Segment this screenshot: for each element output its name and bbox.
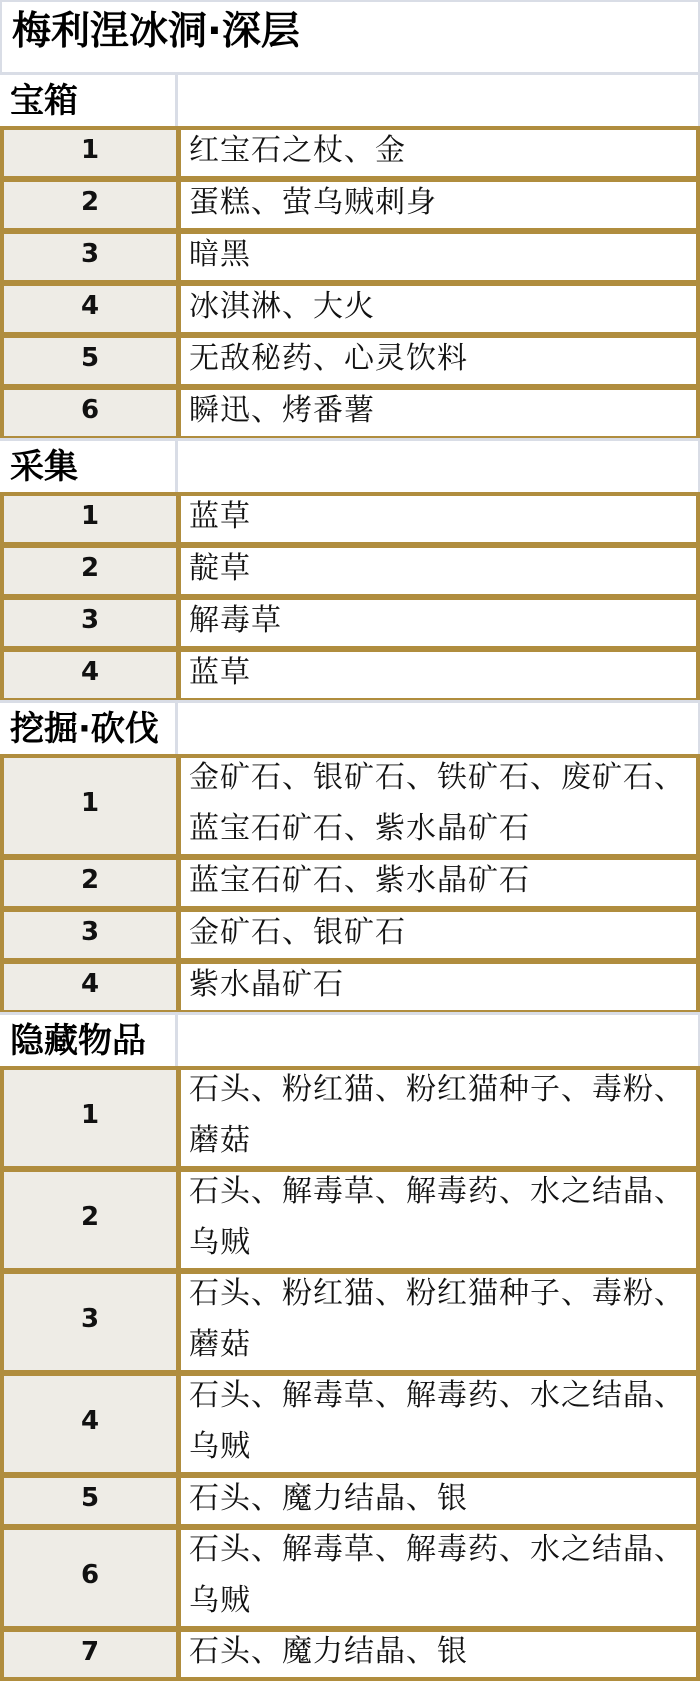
row-number: 4 <box>4 1376 176 1472</box>
table-row <box>0 282 700 336</box>
table-row <box>0 1628 700 1681</box>
row-number: 2 <box>4 1172 176 1268</box>
table-row <box>0 386 700 440</box>
table-row <box>0 1474 700 1528</box>
row-number: 4 <box>4 286 176 332</box>
section-title: 隐藏物品 <box>0 1015 178 1066</box>
row-items: 靛草 <box>181 548 696 594</box>
row-number: 3 <box>4 1274 176 1370</box>
row-number: 3 <box>4 234 176 280</box>
table-row <box>0 960 700 1014</box>
table-row <box>0 1168 700 1272</box>
row-number: 4 <box>4 964 176 1010</box>
table-row <box>0 596 700 650</box>
table-row <box>0 334 700 388</box>
row-number: 6 <box>4 390 176 436</box>
section-title: 宝箱 <box>0 75 178 126</box>
row-items: 金矿石、银矿石 <box>181 912 696 958</box>
row-items: 冰淇淋、大火 <box>181 286 696 332</box>
row-items: 暗黑 <box>181 234 696 280</box>
table-row <box>0 856 700 910</box>
table-row <box>0 1270 700 1374</box>
row-number: 5 <box>4 1478 176 1524</box>
table-row <box>0 754 700 858</box>
table-row <box>0 230 700 284</box>
row-items: 紫水晶矿石 <box>181 964 696 1010</box>
table-row <box>0 544 700 598</box>
row-items: 无敌秘药、心灵饮料 <box>181 338 696 384</box>
table-row <box>0 1372 700 1476</box>
row-items: 解毒草 <box>181 600 696 646</box>
row-number: 4 <box>4 652 176 698</box>
row-number: 7 <box>4 1632 176 1677</box>
row-number: 6 <box>4 1530 176 1626</box>
title-row <box>0 0 700 74</box>
row-number: 2 <box>4 860 176 906</box>
row-items: 蓝草 <box>181 652 696 698</box>
table-row <box>0 1066 700 1170</box>
section-title: 采集 <box>0 441 178 492</box>
row-items: 石头、粉红猫、粉红猫种子、毒粉、蘑菇 <box>181 1274 696 1370</box>
section-header-mining <box>0 700 700 754</box>
row-items: 金矿石、银矿石、铁矿石、废矿石、蓝宝石矿石、紫水晶矿石 <box>181 758 696 854</box>
row-number: 1 <box>4 1070 176 1166</box>
row-items: 石头、粉红猫、粉红猫种子、毒粉、蘑菇 <box>181 1070 696 1166</box>
row-number: 5 <box>4 338 176 384</box>
row-items: 蓝宝石矿石、紫水晶矿石 <box>181 860 696 906</box>
row-items: 石头、解毒草、解毒药、水之结晶、乌贼 <box>181 1172 696 1268</box>
row-items: 石头、魔力结晶、银 <box>181 1478 696 1524</box>
row-number: 3 <box>4 600 176 646</box>
section-header-blank <box>178 441 700 492</box>
row-items: 红宝石之杖、金 <box>181 130 696 176</box>
row-items: 瞬迅、烤番薯 <box>181 390 696 436</box>
section-header-blank <box>178 75 700 126</box>
section-header-hidden <box>0 1012 700 1066</box>
row-number: 2 <box>4 182 176 228</box>
row-number: 1 <box>4 496 176 542</box>
table-row <box>0 492 700 546</box>
page-title: 梅利涅冰洞·深层 <box>12 9 300 54</box>
table-row <box>0 1526 700 1630</box>
row-number: 2 <box>4 548 176 594</box>
row-number: 1 <box>4 758 176 854</box>
section-header-treasure <box>0 72 700 126</box>
row-items: 蓝草 <box>181 496 696 542</box>
row-items: 石头、解毒草、解毒药、水之结晶、乌贼 <box>181 1530 696 1626</box>
section-header-blank <box>178 703 700 754</box>
row-items: 石头、魔力结晶、银 <box>181 1632 696 1677</box>
table-row <box>0 908 700 962</box>
section-title: 挖掘·砍伐 <box>0 703 178 754</box>
table-row <box>0 648 700 702</box>
table-row <box>0 178 700 232</box>
row-items: 石头、解毒草、解毒药、水之结晶、乌贼 <box>181 1376 696 1472</box>
row-number: 1 <box>4 130 176 176</box>
table-row <box>0 126 700 180</box>
row-items: 蛋糕、萤乌贼刺身 <box>181 182 696 228</box>
section-header-gathering <box>0 438 700 492</box>
section-header-blank <box>178 1015 700 1066</box>
row-number: 3 <box>4 912 176 958</box>
